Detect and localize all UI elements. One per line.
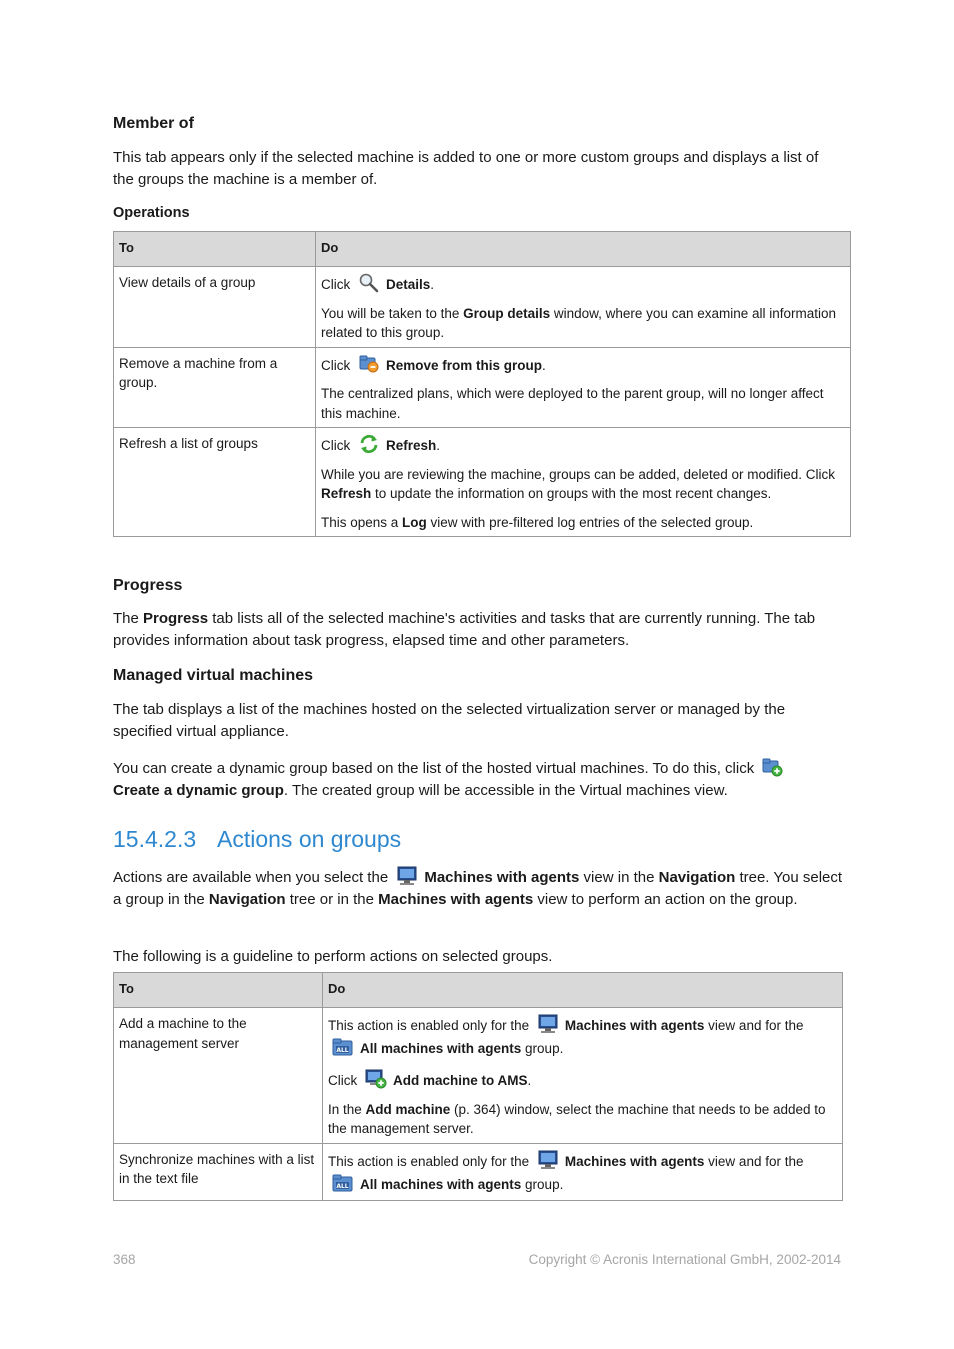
progress-heading: Progress — [113, 577, 183, 594]
cell-to: View details of a group — [114, 267, 316, 348]
remove-from-group-icon — [358, 354, 380, 374]
table-row — [114, 347, 851, 428]
member-of-text: This tab appears only if the selected machine is added to one or more custom groups and displays a list of the groups the machine is a member of. — [113, 149, 819, 188]
cell-do: This action is enabled only for the Machines with agents view and for the ALL All machines with agents group. — [323, 1143, 843, 1200]
member-of-heading: Member of — [113, 115, 194, 132]
actions-intro: Actions are available when you select the Machines with agents view in the Navigation tree. You select a group in the Navigation tree or in the Machines with agents view to perform an action on the group. — [113, 866, 843, 910]
cell-do: Click Refresh. While you are reviewing the machine, groups can be added, deleted or modified. Click Refresh to update the information on groups with the most recent changes. This opens a Log view with pre-filtered log entries of the selected group. — [316, 428, 851, 537]
copyright: Copyright © Acronis International GmbH, 2002-2014 — [528, 1252, 841, 1267]
table-header-row — [114, 973, 843, 1008]
cell-do: Click Details. You will be taken to the Group details window, where you can examine all information related to this group. — [316, 267, 851, 348]
machines-with-agents-icon — [537, 1014, 559, 1034]
operations-table — [113, 231, 851, 537]
machines-with-agents-icon — [537, 1150, 559, 1170]
progress-text: The Progress tab lists all of the selected machine's activities and tasks that are currently running. The tab provides information about task progress, elapsed time and other parameters. — [113, 610, 816, 649]
table-row — [114, 1008, 843, 1144]
cell-to: Remove a machine from a group. — [114, 347, 316, 428]
managed-vms-text-2: You can create a dynamic group based on the list of the hosted virtual machines. To do this, click Create a dynamic group. The created group will be accessible in the Virtual machines view. — [113, 757, 843, 801]
operations-heading: Operations — [113, 205, 190, 221]
cell-to: Synchronize machines with a list in the text file — [114, 1143, 323, 1200]
table-header-row — [114, 232, 851, 267]
cell-to: Refresh a list of groups — [114, 428, 316, 537]
machines-with-agents-icon — [396, 866, 418, 886]
cell-do: This action is enabled only for the Machines with agents view and for the ALL All machines with agents group. Click Add machine to AMS. In the Add machine (p. 364) window, select the machine that needs to be added to the management server. — [323, 1008, 843, 1144]
col-to-header: To — [114, 232, 316, 267]
cell-do: Click Remove from this group. The centralized plans, which were deployed to the parent group, will no longer affect this machine. — [316, 347, 851, 428]
col-do-header: Do — [323, 973, 843, 1008]
details-action: Details — [386, 277, 431, 292]
refresh-icon — [358, 434, 380, 454]
all-machines-group-icon — [332, 1173, 354, 1193]
actions-table — [113, 972, 843, 1201]
col-to-header: To — [114, 973, 323, 1008]
magnifier-icon — [358, 273, 380, 293]
col-do-header: Do — [316, 232, 851, 267]
remove-from-group-action: Remove from this group — [386, 357, 543, 373]
svg-text:ALL: ALL — [336, 1047, 349, 1054]
svg-text:ALL: ALL — [336, 1182, 349, 1190]
create-dynamic-group-icon — [762, 757, 784, 777]
refresh-action: Refresh — [386, 438, 437, 453]
guideline-text: The following is a guideline to perform actions on selected groups. — [113, 948, 553, 965]
all-machines-group-icon — [332, 1037, 354, 1057]
managed-vms-text: The tab displays a list of the machines hosted on the selected virtualization server or managed by the specified virtual appliance. — [113, 701, 786, 740]
add-machine-action: Add machine to AMS — [393, 1073, 528, 1088]
table-row — [114, 1143, 843, 1200]
add-machine-icon — [365, 1069, 387, 1089]
table-row — [114, 428, 851, 537]
table-row — [114, 267, 851, 348]
managed-vms-heading: Managed virtual machines — [113, 667, 314, 684]
section-heading: 15.4.2.3 Actions on groups — [113, 826, 402, 852]
page-number: 368 — [113, 1252, 136, 1267]
cell-to: Add a machine to the management server — [114, 1008, 323, 1144]
